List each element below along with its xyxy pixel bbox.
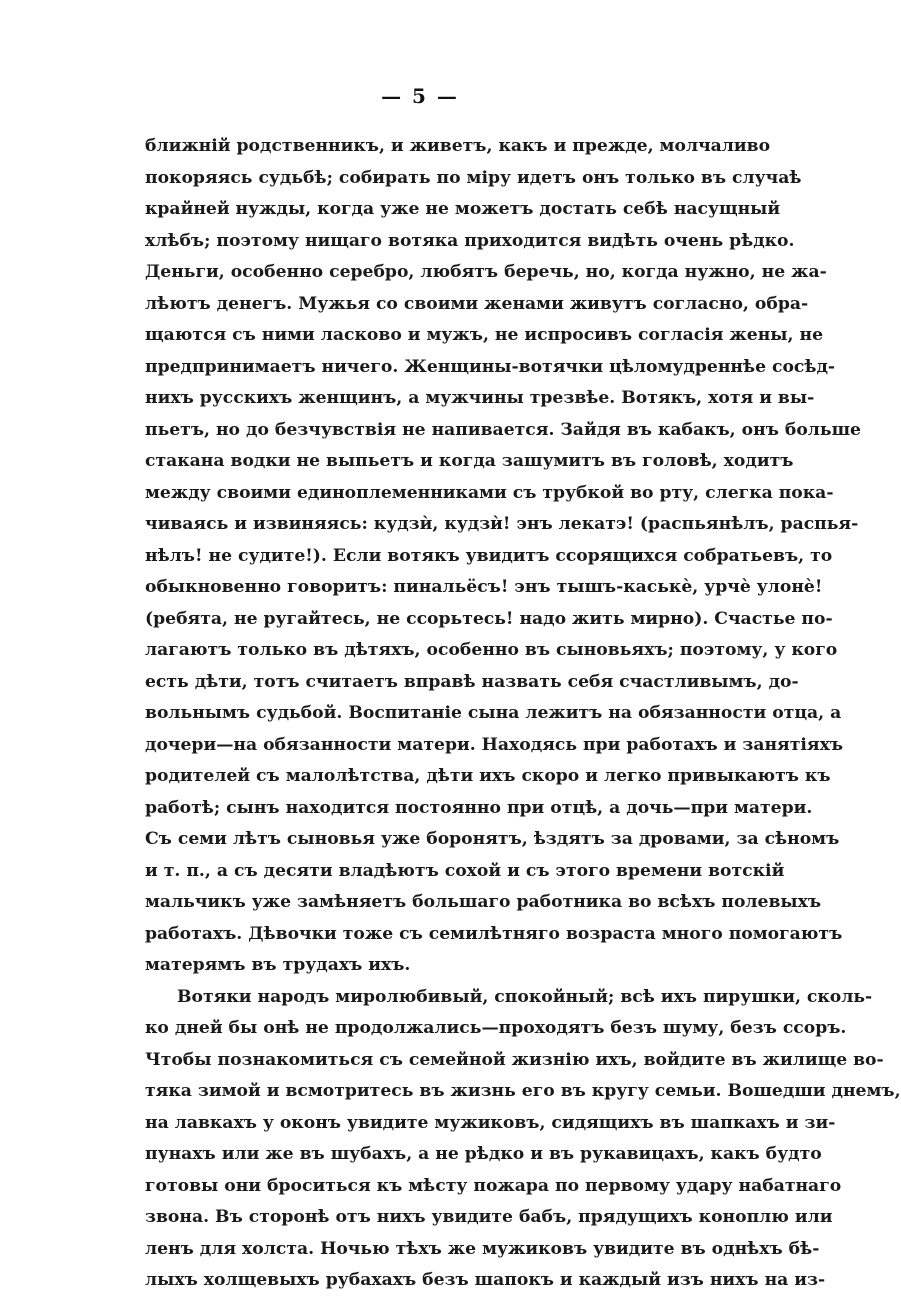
text-line: ленъ для холста. Ночью тѣхъ же мужиковъ увидите въ однѣхъ бѣ-	[145, 1238, 820, 1259]
text-line: работѣ; сынъ находится постоянно при отцѣ, а дочь—при матери.	[145, 797, 813, 818]
text-line: нихъ русскихъ женщинъ, а мужчины трезвѣе. Вотякъ, хотя и вы-	[145, 388, 815, 408]
text-line: ко дней бы онѣ не продолжались—проходятъ безъ шуму, безъ ссоръ.	[145, 1018, 847, 1038]
text-line: и т. п., а съ десяти владѣютъ сохой и съ этого времени вотскій	[145, 860, 785, 881]
body-text	[145, 131, 901, 1297]
text-line: есть дѣти, тотъ считаетъ вправѣ назвать себя счастливымъ, до-	[145, 671, 799, 692]
text-line: нѣлъ! не судите!). Если вотякъ увидитъ ссорящихся собратьевъ, то	[145, 545, 833, 566]
text-line: лагаютъ только въ дѣтяхъ, особенно въ сыновьяхъ; поэтому, у кого	[145, 640, 838, 660]
text-line: на лавкахъ у оконъ увидите мужиковъ, сидящихъ въ шапкахъ и зи-	[145, 1112, 836, 1133]
text-line: чиваясь и извиняясь: кудзѝ, кудзѝ! энъ лекатэ! (распьянѣлъ, распья-	[145, 514, 859, 534]
text-line: щаются съ ними ласково и мужъ, не испросивъ согласія жены, не	[145, 325, 824, 345]
text-line: обыкновенно говоритъ: пинальёсъ! энъ тышъ-каськѐ, урчѐ улонѐ!	[145, 577, 823, 597]
text-line: лѣютъ денегъ. Мужья со своими женами живутъ согласно, обра-	[145, 293, 809, 314]
text-line: стакана водки не выпьетъ и когда зашумитъ въ головѣ, ходитъ	[145, 451, 794, 471]
text-line: лыхъ холщевыхъ рубахахъ безъ шапокъ и каждый изъ нихъ на из-	[145, 1270, 826, 1290]
text-line: родителей съ малолѣтства, дѣти ихъ скоро и легко привыкаютъ къ	[145, 766, 831, 786]
text-line: дочери—на обязанности матери. Находясь при работахъ и занятіяхъ	[145, 734, 844, 755]
page-number: — 5 —	[381, 84, 459, 108]
text-line: между своими единоплеменниками съ трубкой во рту, слегка пока-	[145, 482, 834, 503]
text-line: пунахъ или же въ шубахъ, а не рѣдко и въ рукавицахъ, какъ будто	[145, 1144, 822, 1164]
text-line: ближній родственникъ, и живетъ, какъ и прежде, молчаливо	[145, 136, 771, 156]
text-line: Чтобы познакомиться съ семейной жизнію ихъ, войдите въ жилище во-	[145, 1049, 884, 1070]
paragraph-end-line: матерямъ въ трудахъ ихъ.	[145, 955, 411, 975]
text-line: звона. Въ сторонѣ отъ нихъ увидите бабъ, прядущихъ коноплю или	[145, 1207, 833, 1227]
text-line: работахъ. Дѣвочки тоже съ семилѣтняго возраста много помогаютъ	[145, 923, 843, 944]
text-line: пьетъ, но до безчувствія не напивается. Зайдя въ кабакъ, онъ больше	[145, 419, 861, 440]
text-line: предпринимаетъ ничего. Женщины-вотячки цѣломудреннѣе сосѣд-	[145, 356, 836, 377]
text-line: вольнымъ судьбой. Воспитаніе сына лежитъ на обязанности отца, а	[145, 703, 842, 723]
text-line: мальчикъ уже замѣняетъ большаго работника во всѣхъ полевыхъ	[145, 892, 822, 912]
text-line: хлѣбъ; поэтому нищаго вотяка приходится видѣть очень рѣдко.	[145, 230, 795, 251]
text-line: Деньги, особенно серебро, любятъ беречь, но, когда нужно, не жа-	[145, 262, 827, 282]
text-line: Съ семи лѣтъ сыновья уже боронятъ, ѣздятъ за дровами, за сѣномъ	[145, 829, 840, 849]
text-line: готовы они броситься къ мѣсту пожара по первому удару набатнаго	[145, 1175, 842, 1196]
text-line: покоряясь судьбѣ; собирать по міру идетъ онъ только въ случаѣ	[145, 167, 802, 188]
text-line: крайней нужды, когда уже не можетъ достать себѣ насущный	[145, 199, 781, 219]
text-line: (ребята, не ругайтесь, не ссорьтесь! надо жить мирно). Счастье по-	[145, 608, 833, 629]
text-line: тяка зимой и всмотритесь въ жизнь его въ кругу семьи. Вошедши днемъ,	[145, 1081, 901, 1101]
paragraph-start-line: Вотяки народъ миролюбивый, спокойный; всѣ ихъ пирушки, сколь-	[177, 986, 873, 1007]
